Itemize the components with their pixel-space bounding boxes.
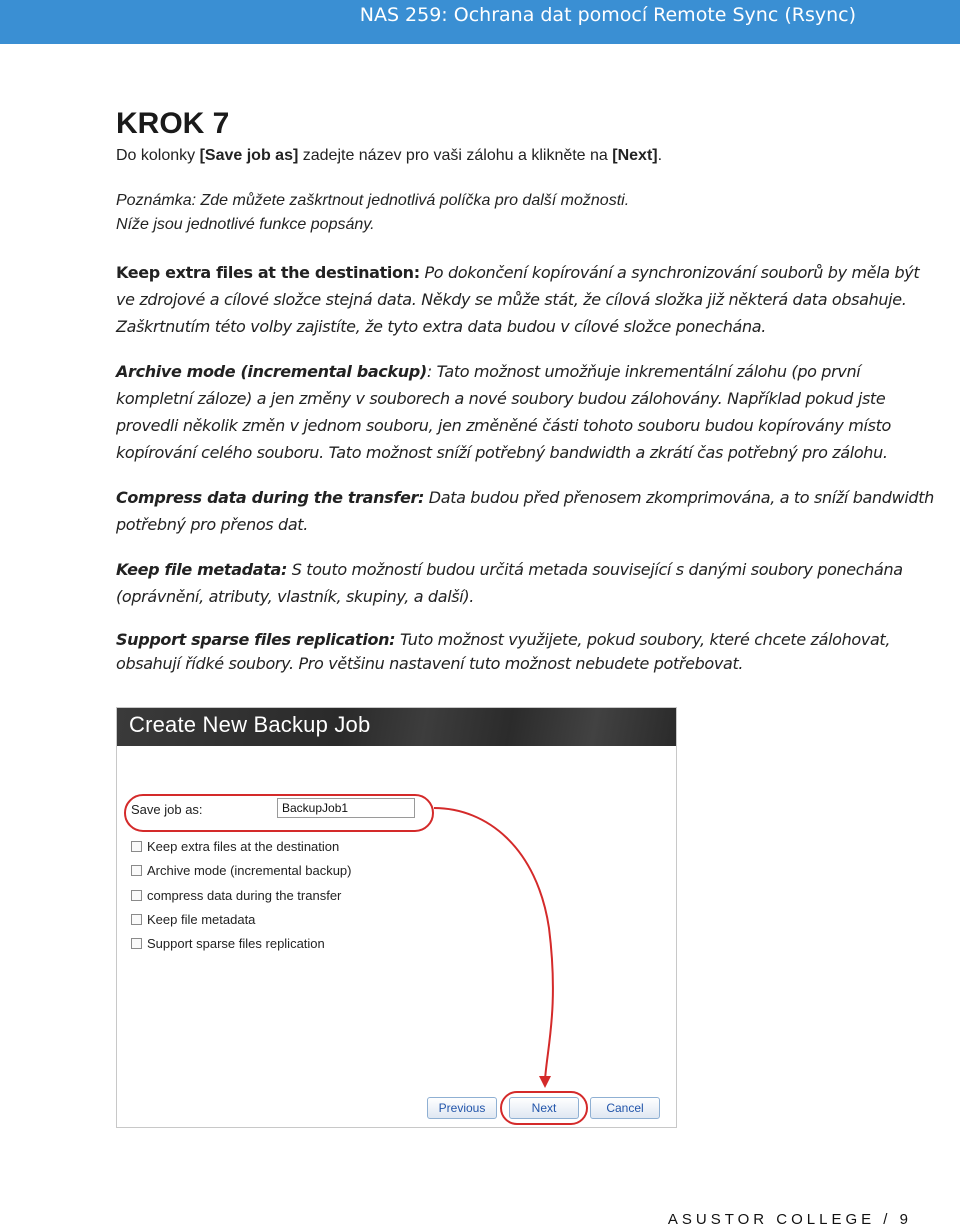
option-desc-compress	[116, 484, 936, 538]
option-term: Keep file metadata:	[116, 560, 288, 579]
intro-text: Do kolonky	[116, 147, 200, 164]
page-footer: ASUSTOR COLLEGE / 9	[667, 1211, 912, 1228]
option-text: Tuto možnost využijete, pokud soubory, které chcete zálohovat, obsahují řídké soubory. Pro většinu nastavení tuto možnost nebudete potřebovat.	[116, 630, 891, 673]
save-job-label: Save job as:	[131, 802, 203, 817]
intro-text-3: .	[657, 147, 663, 164]
option-term: Keep extra files at the destination:	[116, 263, 420, 282]
option-desc-metadata	[116, 556, 936, 610]
arrow-annotation-icon	[117, 708, 677, 1128]
document-title: NAS 259: Ochrana dat pomocí Remote Sync (Rsync)	[359, 4, 856, 26]
option-text: Data budou před přenosem zkomprimována, a to sníží bandwidth potřebný pro přenos dat.	[116, 488, 934, 534]
option-desc-archive	[116, 358, 936, 466]
dialog-title: Create New Backup Job	[129, 712, 371, 737]
option-text: : Tato možnost umožňuje inkrementální zálohu (po první kompletní záloze) a jen změny v souborech a nové soubory budou zálohovány. Například pokud jste provedli několik změn v jednom souboru, jen změněné části tohoto souboru budou kopírovány místo kopírování celého souboru. Tato možnost sníží potřebný bandwidth a zkrátí čas potřebný pro zálohu.	[116, 362, 891, 462]
header-bar	[0, 0, 960, 44]
note	[116, 189, 936, 237]
option-desc-sparse	[116, 628, 936, 676]
cancel-button[interactable]: Cancel	[590, 1097, 660, 1119]
intro-paragraph	[116, 145, 936, 167]
arrow-head-icon	[539, 1076, 551, 1088]
backup-job-dialog-screenshot	[116, 707, 677, 1128]
option-term: Support sparse files replication:	[116, 630, 396, 649]
option-term: Archive mode (incremental backup)	[116, 362, 427, 381]
main-content	[116, 105, 936, 676]
note-line-2: Níže jsou jednotlivé funkce popsány.	[116, 216, 375, 233]
checkbox-label: compress data during the transfer	[147, 887, 342, 903]
step-heading: KROK 7	[116, 107, 230, 140]
save-job-input[interactable]: BackupJob1	[277, 798, 415, 818]
option-desc-keep-extra	[116, 259, 936, 340]
intro-text-2: zadejte název pro vaši zálohu a klikněte na	[298, 147, 613, 164]
option-text: Po dokončení kopírování a synchronizování souborů by měla být ve zdrojové a cílové složce stejná data. Někdy se může stát, že cílová složka již některá data obsahuje. Zaškrtnutím této volby zajistíte, že tyto extra data budou v cílové složce ponechána.	[116, 263, 920, 336]
next-highlight	[500, 1091, 588, 1125]
checkbox-label: Archive mode (incremental backup)	[147, 862, 352, 878]
next-button[interactable]: Next	[509, 1097, 579, 1119]
option-text: S touto možností budou určitá metada související s danými soubory ponechána (oprávnění, atributy, vlastník, skupiny, a další).	[116, 560, 903, 606]
intro-button-name: [Next]	[612, 147, 658, 164]
note-line-1: Poznámka: Zde můžete zaškrtnout jednotlivá políčka pro další možnosti.	[116, 192, 630, 209]
intro-field-name: [Save job as]	[199, 147, 299, 164]
checkbox-label: Keep file metadata	[147, 911, 256, 927]
checkbox-label: Keep extra files at the destination	[147, 838, 340, 854]
checkbox-label: Support sparse files replication	[147, 935, 325, 951]
previous-button[interactable]: Previous	[427, 1097, 497, 1119]
arrow-line	[434, 808, 553, 1080]
option-term: Compress data during the transfer:	[116, 488, 425, 507]
